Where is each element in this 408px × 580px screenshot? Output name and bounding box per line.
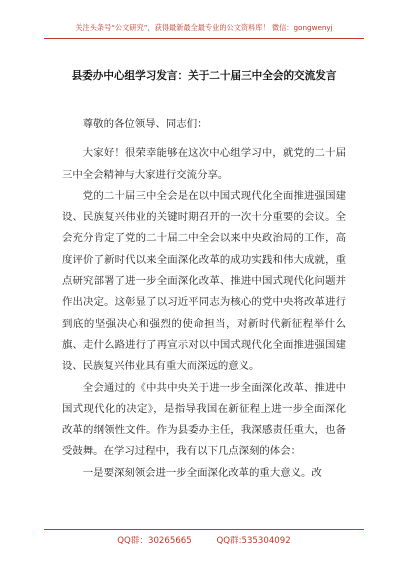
header-notice: 关注头条号“公文研究”，获得最新最全最专业的公文资料库！ 微信：gongwenyj bbox=[75, 23, 333, 32]
paragraph-plenum-significance: 党的二十届三中全会是在以中国式现代化全面推进强国建设、民族复兴伟业的关键时期召开的一次十分重要的会议。全会充分肯定了党的二十届二中全会以来中央政治局的工作，高度评价了新时代以来全面深化改革的成功实践和伟大成就，重点研究部署了进一步全面深化改革、推进中国式现代化问题并作出决定。这彰显了以习近平同志为核心的党中央将改革进行到底的坚强决心和强烈的使命担当，对新时代新征程举什么旗、走什么路进行了再宣示对以中国式现代化全面推进强国建设、民族复兴伟业具有重大而深远的意义。 bbox=[62, 189, 346, 373]
header-divider bbox=[44, 38, 364, 39]
paragraph-point-one: 一是要深刻领会进一步全面深化改革的重大意义。改 bbox=[82, 466, 322, 479]
footer-contact bbox=[0, 534, 408, 546]
footer-qq-group-1: QQ群：30265665 bbox=[117, 536, 192, 546]
paragraph-decision: 全会通过的《中共中央关于进一步全面深化改革、推进中国式现代化的决定》，是指导我国在新征程上进一步全面深化改革的纲领性文件。作为县委办主任，我深感责任重大，也备受鼓舞。在学习过程中，我有以下几点深刻的体会： bbox=[62, 381, 346, 458]
paragraph-greeting: 大家好！很荣幸能够在这次中心组学习中，就党的二十届三中全会精神与大家进行交流分享。 bbox=[62, 147, 346, 181]
document-title: 县委办中心组学习发言：关于二十届三中全会的交流发言 bbox=[71, 70, 337, 82]
salutation: 尊敬的各位领导、同志们： bbox=[82, 118, 208, 130]
footer-divider bbox=[44, 529, 364, 530]
document-body bbox=[62, 114, 346, 484]
footer-qq-group-2: QQ群:535304092 bbox=[216, 536, 291, 546]
